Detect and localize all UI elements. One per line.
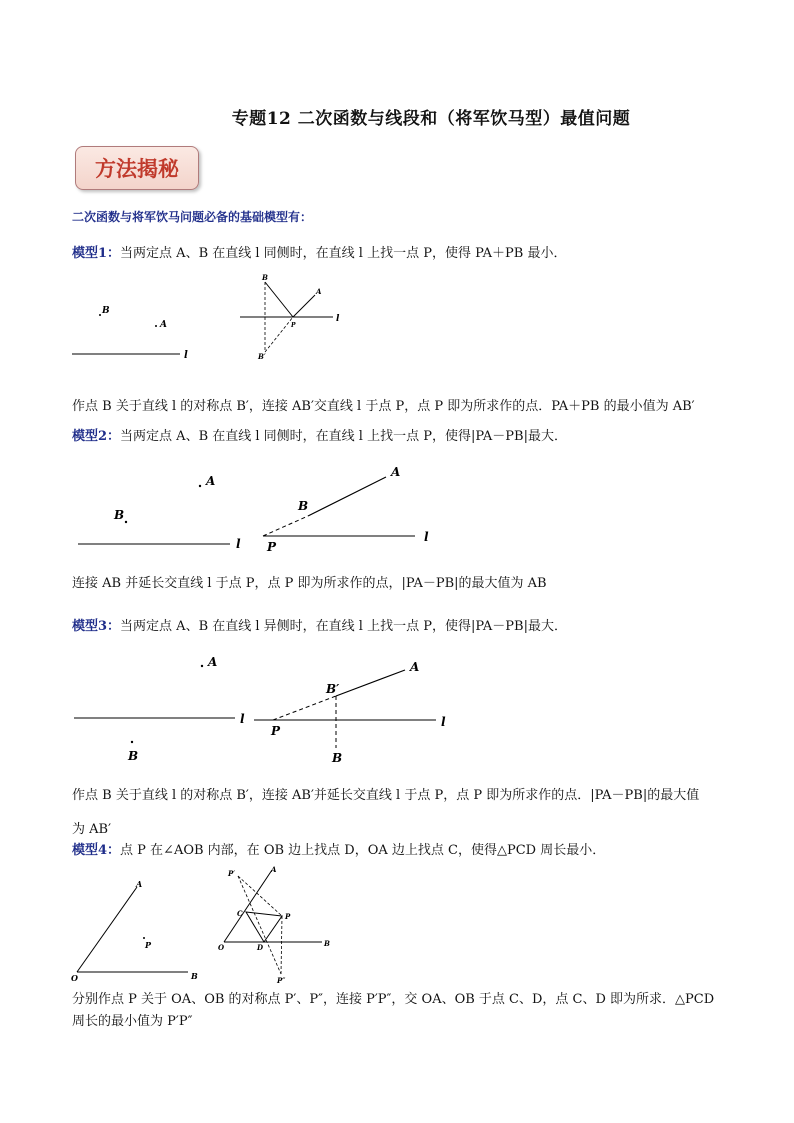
point-label: P xyxy=(271,724,281,738)
point-label: P xyxy=(145,940,152,950)
point-label: B xyxy=(114,508,125,522)
point-label: D xyxy=(257,943,264,952)
point-label: B xyxy=(324,939,330,948)
model3-text: 当两定点 A、B 在直线 l 异侧时，在直线 l 上找一点 P，使得|PA－PB|最大． xyxy=(120,619,567,634)
model2-text: 当两定点 A、B 在直线 l 同侧时，在直线 l 上找一点 P，使得|PA－PB|最大． xyxy=(120,429,567,444)
point-label: C xyxy=(237,909,243,918)
point-label: B xyxy=(191,971,198,981)
point-label: B xyxy=(102,306,110,316)
model4-statement xyxy=(72,839,605,858)
model3-solution-line1: 作点 B 关于直线 l 的对称点 B′，连接 AB′并延长交直线 l 于点 P，点 P 即为所求作的点．|PA－PB|的最大值 xyxy=(72,788,700,803)
point-label: A xyxy=(208,655,218,669)
line-label: l xyxy=(441,715,446,729)
section-badge: 方法揭秘 xyxy=(75,146,199,190)
model2-solution: 连接 AB 并延长交直线 l 于点 P，点 P 即为所求作的点，|PA－PB|的最大值为 AB xyxy=(72,576,547,591)
model1-statement xyxy=(72,242,566,261)
model3-solution-line2: 为 AB′ xyxy=(72,822,112,837)
point-label: A xyxy=(316,287,322,296)
model4-text: 点 P 在∠AOB 内部，在 OB 边上找点 D，OA 边上找点 C，使得△PCD 周长最小． xyxy=(120,843,606,858)
point-label: A xyxy=(271,865,277,874)
model2-label: 模型2： xyxy=(72,429,121,444)
model2-statement xyxy=(72,425,567,444)
line-label: l xyxy=(240,712,245,726)
point-label: B xyxy=(332,751,343,765)
point-label: P′ xyxy=(228,869,236,878)
point-label: B′ xyxy=(326,682,340,696)
page-title: 专题12 二次函数与线段和（将军饮马型）最值问题 xyxy=(231,109,631,129)
model3-statement xyxy=(72,615,567,634)
model1-label: 模型1： xyxy=(72,246,121,261)
point-label: A xyxy=(206,474,216,488)
model4-figure xyxy=(60,862,350,987)
point-label: B′ xyxy=(258,352,266,361)
line-label: l xyxy=(336,314,340,324)
point-label: O xyxy=(218,943,225,952)
line-label: l xyxy=(424,530,429,544)
point-label: B xyxy=(128,749,139,763)
point-label: P″ xyxy=(277,976,286,985)
model4-label: 模型4： xyxy=(72,843,121,858)
point-label: P xyxy=(267,540,277,554)
point-label: B xyxy=(298,499,309,513)
point-label: A xyxy=(136,879,143,889)
point-label: A xyxy=(160,320,167,330)
line-label: l xyxy=(184,350,188,361)
model1-figure xyxy=(60,268,360,368)
model1-solution: 作点 B 关于直线 l 的对称点 B′，连接 AB′交直线 l 于点 P，点 P 即为所求作的点．PA＋PB 的最小值为 AB′ xyxy=(72,399,695,414)
point-label: A xyxy=(391,465,401,479)
model3-label: 模型3： xyxy=(72,619,121,634)
model4-solution-line2: 周长的最小值为 P′P″ xyxy=(72,1014,193,1029)
model2-figure xyxy=(70,460,450,555)
point-label: P xyxy=(285,912,291,921)
intro-text: 二次函数与将军饮马问题必备的基础模型有： xyxy=(72,210,313,224)
model4-solution-line1: 分别作点 P 关于 OA、OB 的对称点 P′、P″，连接 P′P″，交 OA、OB 于点 C、D，点 C、D 即为所求．△PCD xyxy=(72,992,715,1007)
line-label: l xyxy=(236,537,241,551)
model1-text: 当两定点 A、B 在直线 l 同侧时，在直线 l 上找一点 P，使得 PA＋PB 最小． xyxy=(120,246,567,261)
point-label: A xyxy=(410,660,420,674)
point-label: B xyxy=(262,273,268,282)
model3-figure xyxy=(70,650,460,765)
point-label: O xyxy=(71,973,78,983)
point-label: P xyxy=(291,322,296,329)
